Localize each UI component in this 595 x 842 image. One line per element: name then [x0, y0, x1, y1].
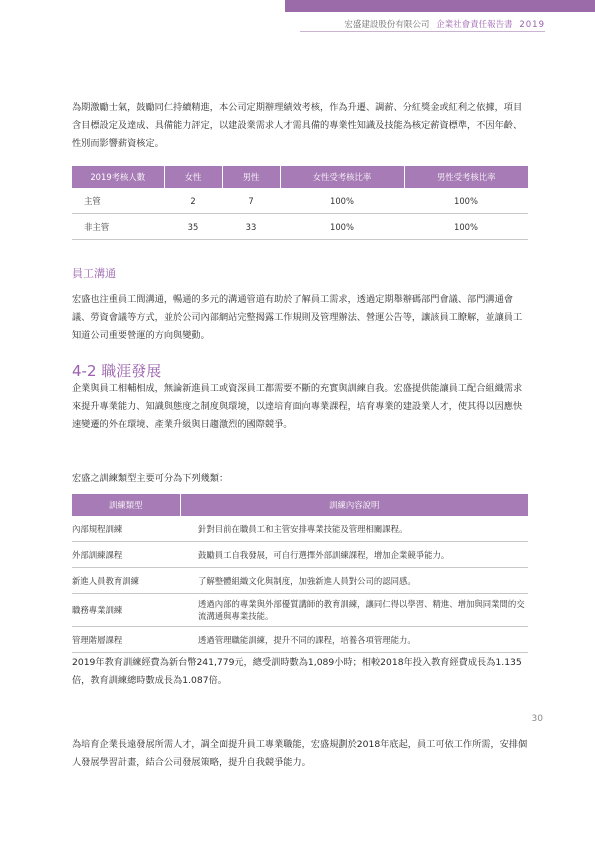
table-cell: 管理階層課程 — [72, 627, 180, 653]
table-cell: 35 — [164, 214, 222, 240]
page-number: 30 — [531, 714, 543, 724]
table-cell: 2 — [164, 188, 222, 214]
appraisal-table — [72, 166, 528, 240]
table-row — [72, 568, 528, 594]
column-header: 男性受考核比率 — [404, 166, 528, 188]
table-cell: 主管 — [72, 188, 164, 214]
table-cell: 外部訓練課程 — [72, 542, 180, 568]
table-cell: 新進人員教育訓練 — [72, 568, 180, 594]
table-cell: 7 — [222, 188, 280, 214]
table-cell: 針對目前在職員工和主管安排專業技能及管理相關課程。 — [180, 516, 528, 542]
report-header — [344, 18, 545, 30]
training-types-table — [72, 494, 528, 653]
development-paragraph: 為培育企業長遠發展所需人才，調全面提升員工專業職能，宏盛規劃於2018年底起，員工可依工作所需，安排個人發展學習計畫，結合公司發展策略，提升自我競爭能力。 — [72, 739, 528, 768]
section-heading: 員工溝通 — [72, 267, 116, 280]
table-cell: 100% — [404, 214, 528, 240]
training-intro: 宏盛之訓練類型主要可分為下列幾類： — [72, 473, 229, 484]
report-year: 2019 — [519, 20, 545, 30]
table-cell: 了解整體組織文化與制度，加強新進人員對公司的認同感。 — [180, 568, 528, 594]
report-title: 企業社會責任報告書 — [436, 20, 513, 30]
table-cell: 100% — [404, 188, 528, 214]
table-cell: 內部規程訓練 — [72, 516, 180, 542]
table-row — [72, 542, 528, 568]
table-row — [72, 214, 528, 240]
column-header: 女性 — [164, 166, 222, 188]
table-cell: 100% — [280, 188, 404, 214]
table-row — [72, 627, 528, 653]
section-title: 4-2 職涯發展 — [72, 362, 162, 380]
table-header-row — [72, 494, 528, 516]
table-cell: 33 — [222, 214, 280, 240]
training-budget-paragraph: 2019年教育訓練經費為新台幣241,779元，總受訓時數為1,089小時；相較2018年投入教育經費成長為1.135倍，教育訓練總時數成長為1.087倍。 — [72, 657, 522, 686]
communication-paragraph: 宏盛也注重員工間溝通，暢通的多元的溝通管道有助於了解員工需求，透過定期舉辦碼部門會議、部門溝通會議、勞資會議等方式，並於公司內部網站完整揭露工作規則及管理辦法、營運公告等，讓該員工瞭解，並讓員工知道公司重要營運的方向與變動。 — [72, 294, 523, 341]
table-cell: 非主管 — [72, 214, 164, 240]
table-header-row — [72, 166, 528, 188]
career-paragraph: 企業與員工相輔相成，無論新進員工或資深員工都需要不斷的充實與訓練自我。宏盛提供能讓員工配合組織需求來提升專業能力、知識與態度之制度與環境，以達培育面向專業課程，培育專業的建設業人才，使其得以因應快速變遷的外在環境、產業升級與日趨激烈的國際競爭。 — [72, 383, 523, 430]
header-accent-bar — [285, 0, 595, 12]
header-divider — [300, 31, 545, 32]
column-header: 2019考核人數 — [72, 166, 164, 188]
company-name: 宏盛建設股份有限公司 — [344, 20, 430, 30]
table-cell: 透過管理職能訓練，提升不同的課程，培養各項管理能力。 — [180, 627, 528, 653]
table-cell: 透過內部的專業與外部優質講師的教育訓練，讓同仁得以學習、精進、增加與同業間的交流溝通與專業技能。 — [180, 594, 528, 627]
table-cell: 鼓勵員工自我發展，可自行選擇外部訓練課程，增加企業競爭能力。 — [180, 542, 528, 568]
table-cell: 100% — [280, 214, 404, 240]
column-header: 訓練類型 — [72, 494, 180, 516]
table-row — [72, 594, 528, 627]
table-row — [72, 516, 528, 542]
column-header: 訓練內容說明 — [180, 494, 528, 516]
column-header: 男性 — [222, 166, 280, 188]
table-row — [72, 188, 528, 214]
table-cell: 職務專業訓練 — [72, 594, 180, 627]
column-header: 女性受考核比率 — [280, 166, 404, 188]
performance-paragraph: 為期激勵士氣，鼓勵同仁持續精進，本公司定期辦理績效考核，作為升遷、調薪、分紅獎金或紅利之依據，項目含目標設定及達成、具備能力評定，以建設業需求人才需具備的專業性知識及技能為核定薪資標準，不因年齡、性別而影響薪資核定。 — [72, 102, 523, 149]
